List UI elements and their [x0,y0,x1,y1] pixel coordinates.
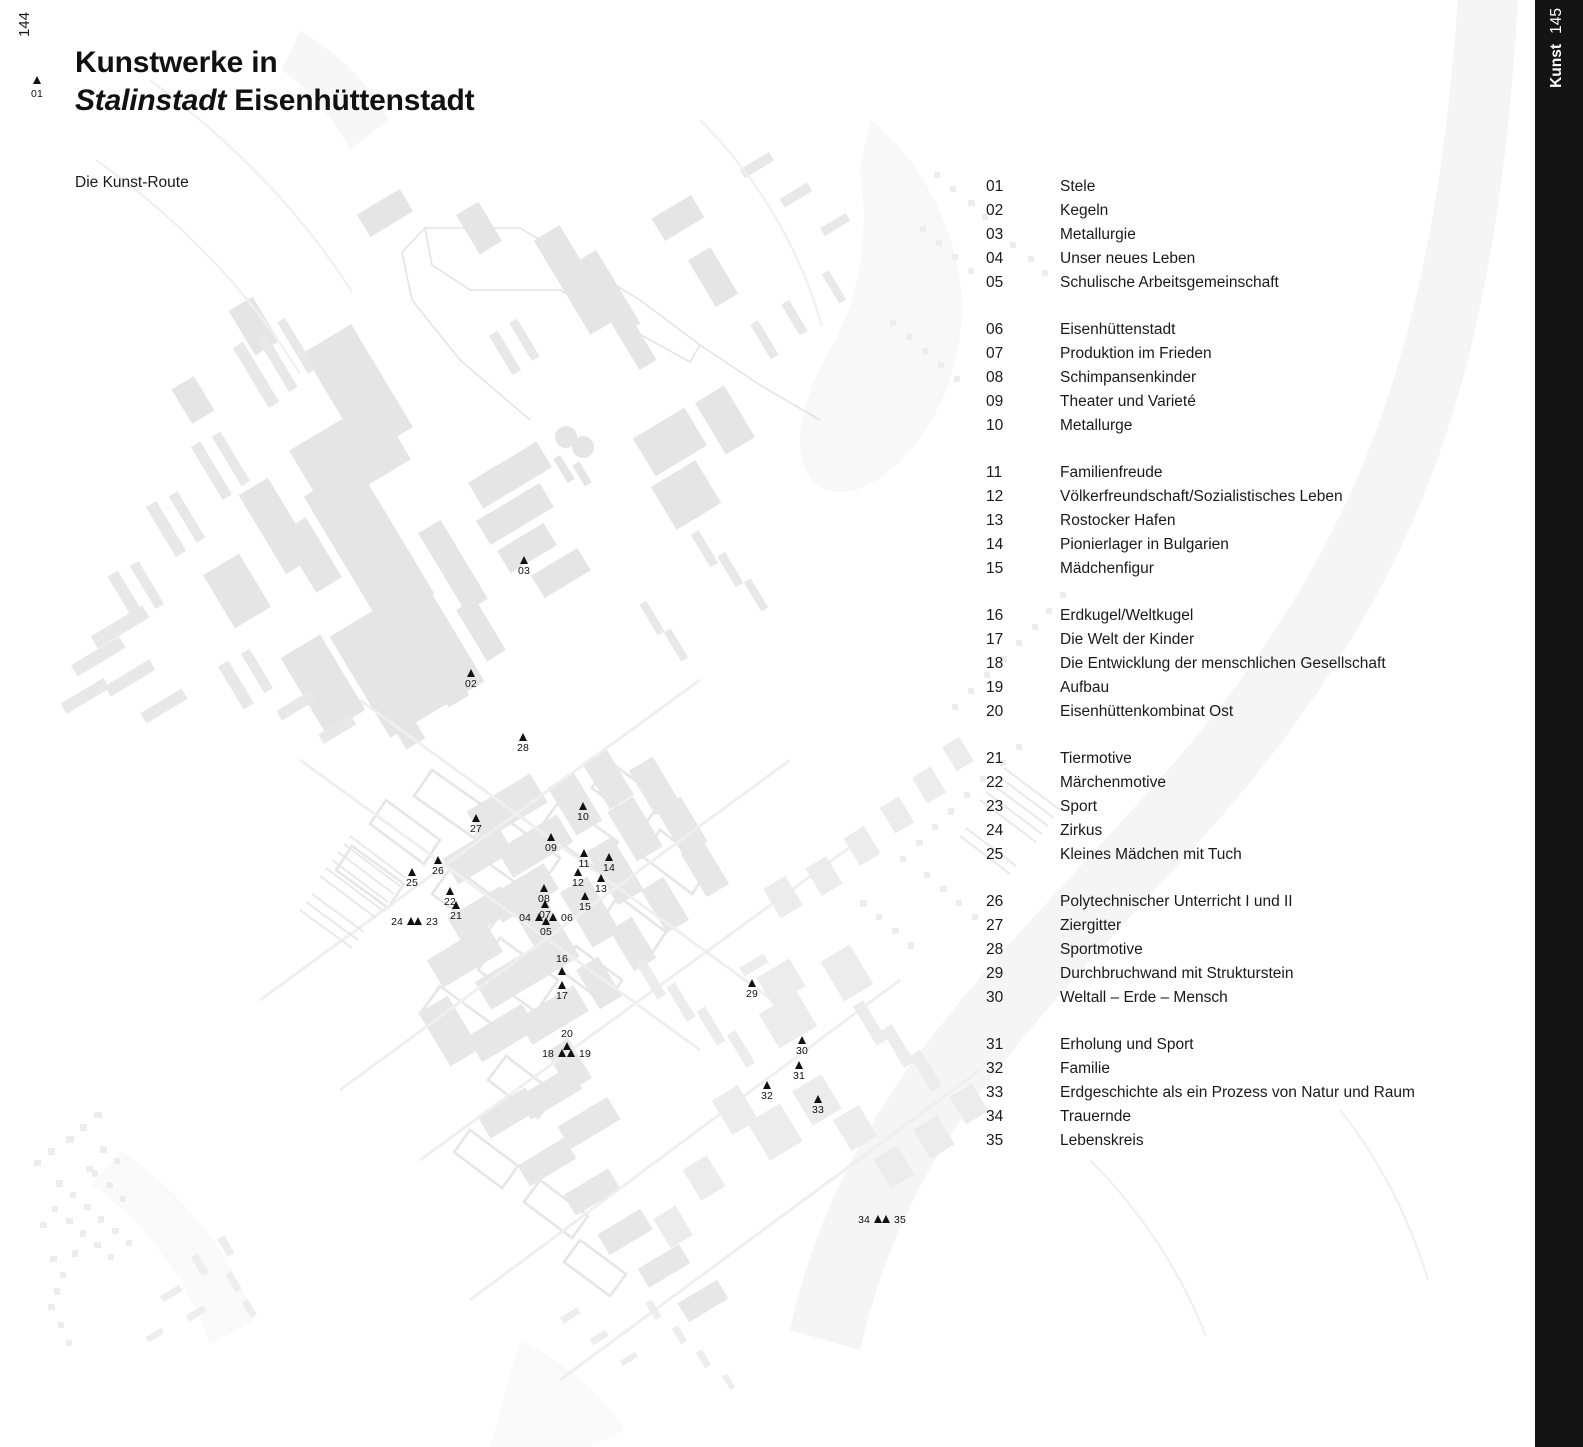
folio-page-number-left: 144 [16,12,33,38]
legend-item-13[interactable] [986,509,1415,533]
map-marker-label: 33 [812,1104,824,1116]
triangle-marker-icon [874,1215,882,1223]
legend-item-05[interactable] [986,271,1415,295]
map-marker-label: 24 [391,916,403,928]
map-marker-label: 08 [538,893,550,905]
map-marker-label: 15 [579,901,591,913]
artwork-legend-list [986,175,1415,1176]
legend-item-label: Sportmotive [1060,941,1143,958]
title-marker-label: 01 [31,88,43,100]
page-title [75,44,474,121]
title-marker-01 [24,76,50,100]
legend-item-label: Die Welt der Kinder [1060,631,1195,648]
map-marker-label: 10 [577,811,589,823]
map-marker-label: 02 [465,678,477,690]
legend-item-label: Durchbruchwand mit Strukturstein [1060,965,1294,982]
legend-item-number: 12 [986,488,1004,505]
triangle-marker-icon [467,669,475,677]
title-line-1: Kunstwerke in [75,46,278,79]
legend-item-label: Kleines Mädchen mit Tuch [1060,846,1242,863]
legend-item-label: Theater und Varieté [1060,393,1196,410]
page-subtitle: Die Kunst-Route [75,174,189,191]
triangle-marker-icon [558,1049,566,1057]
legend-item-label: Ziergitter [1060,917,1122,934]
legend-group [986,1033,1415,1153]
legend-item-30[interactable] [986,986,1415,1010]
legend-item-number: 20 [986,703,1004,720]
triangle-marker-icon [795,1061,803,1069]
legend-item-label: Rostocker Hafen [1060,512,1176,529]
legend-item-number: 19 [986,679,1004,696]
map-marker-label: 31 [793,1070,805,1082]
legend-item-label: Mädchenfigur [1060,560,1154,577]
legend-item-28[interactable] [986,938,1415,962]
legend-item-number: 26 [986,893,1004,910]
legend-item-label: Schimpansenkinder [1060,369,1197,386]
legend-item-label: Stele [1060,178,1096,195]
legend-item-label: Schulische Arbeitsgemeinschaft [1060,274,1279,291]
legend-group [986,604,1415,724]
triangle-marker-icon [605,853,613,861]
legend-item-label: Familie [1060,1060,1110,1077]
map-marker-label: 28 [517,742,529,754]
map-marker-label: 20 [561,1028,573,1040]
legend-item-label: Eisenhüttenstadt [1060,321,1176,338]
legend-item-11[interactable] [986,461,1415,485]
legend-item-number: 16 [986,607,1004,624]
legend-item-number: 11 [986,464,1003,481]
legend-item-label: Eisenhüttenkombinat Ost [1060,703,1234,720]
legend-item-number: 32 [986,1060,1004,1077]
triangle-marker-icon [574,868,582,876]
legend-item-number: 30 [986,989,1004,1006]
title-italic-word: Stalinstadt [75,84,227,118]
legend-item-number: 10 [986,417,1004,434]
triangle-marker-icon [558,967,566,975]
legend-item-number: 09 [986,393,1004,410]
legend-item-number: 23 [986,798,1004,815]
legend-item-number: 22 [986,774,1004,791]
map-marker-label: 03 [518,565,530,577]
legend-item-03[interactable] [986,223,1415,247]
legend-item-19[interactable] [986,676,1415,700]
legend-item-34[interactable] [986,1105,1415,1129]
triangle-marker-icon [814,1095,822,1103]
legend-item-label: Polytechnischer Unterricht I und II [1060,893,1293,910]
page-edge-bar [1535,0,1583,1447]
legend-item-12[interactable] [986,485,1415,509]
legend-item-24[interactable] [986,819,1415,843]
edge-bar-label-group [1548,8,1566,168]
map-marker-label: 06 [561,912,573,924]
section-label: Kunst [1548,43,1565,88]
legend-group [986,461,1415,581]
legend-item-number: 14 [986,536,1004,553]
legend-item-number: 35 [986,1132,1004,1149]
legend-item-31[interactable] [986,1033,1415,1057]
legend-item-number: 28 [986,941,1004,958]
triangle-marker-icon [580,849,588,857]
legend-item-label: Pionierlager in Bulgarien [1060,536,1229,553]
legend-item-number: 15 [986,560,1004,577]
legend-group [986,890,1415,1010]
legend-item-label: Metallurge [1060,417,1133,434]
triangle-marker-icon [567,1049,575,1057]
title-rest: Eisenhüttenstadt [226,84,475,118]
legend-item-number: 18 [986,655,1004,672]
map-marker-label: 07 [539,909,551,921]
legend-item-06[interactable] [986,318,1415,342]
legend-item-number: 06 [986,321,1004,338]
legend-item-01[interactable] [986,175,1415,199]
legend-item-number: 25 [986,846,1004,863]
triangle-marker-icon [446,887,454,895]
triangle-marker-icon [579,802,587,810]
legend-item-label: Weltall – Erde – Mensch [1060,989,1228,1006]
legend-item-16[interactable] [986,604,1415,628]
map-marker-label: 04 [519,912,531,924]
legend-item-07[interactable] [986,342,1415,366]
legend-item-33[interactable] [986,1081,1415,1105]
legend-item-25[interactable] [986,843,1415,867]
map-marker-label: 30 [796,1045,808,1057]
legend-item-04[interactable] [986,247,1415,271]
legend-item-label: Zirkus [1060,822,1103,839]
legend-item-label: Unser neues Leben [1060,250,1196,267]
map-marker-label: 12 [572,877,584,889]
map-marker-label: 17 [556,990,568,1002]
legend-item-label: Familienfreude [1060,464,1163,481]
map-marker-label: 35 [894,1214,906,1226]
triangle-marker-icon [408,868,416,876]
map-marker-label: 22 [444,896,456,908]
legend-item-label: Lebenskreis [1060,1132,1144,1149]
map-marker-label: 14 [603,862,615,874]
legend-item-number: 08 [986,369,1004,386]
legend-item-20[interactable] [986,700,1415,724]
map-marker-label: 26 [432,865,444,877]
map-marker-label: 34 [858,1214,870,1226]
map-marker-label: 16 [556,953,568,965]
triangle-marker-icon [581,892,589,900]
legend-group [986,175,1415,295]
legend-item-number: 04 [986,250,1004,267]
legend-item-label: Aufbau [1060,679,1110,696]
legend-item-17[interactable] [986,628,1415,652]
map-marker-label: 21 [450,910,462,922]
legend-item-number: 27 [986,917,1004,934]
legend-item-08[interactable] [986,366,1415,390]
triangle-marker-icon [472,814,480,822]
legend-item-label: Erdkugel/Weltkugel [1060,607,1194,624]
legend-item-09[interactable] [986,390,1415,414]
legend-item-label: Trauernde [1060,1108,1131,1125]
map-marker-label: 18 [542,1048,554,1060]
folio-page-number-right: 145 [1548,8,1565,34]
legend-item-23[interactable] [986,795,1415,819]
map-marker-label: 23 [426,916,438,928]
legend-item-29[interactable] [986,962,1415,986]
legend-item-number: 05 [986,274,1004,291]
triangle-marker-icon [597,874,605,882]
triangle-marker-icon [882,1215,890,1223]
triangle-marker-icon [541,900,549,908]
legend-item-32[interactable] [986,1057,1415,1081]
legend-item-number: 24 [986,822,1004,839]
triangle-marker-icon [452,901,460,909]
map-marker-label: 25 [406,877,418,889]
legend-item-number: 33 [986,1084,1004,1101]
legend-item-number: 01 [986,178,1004,195]
triangle-marker-icon [549,913,557,921]
triangle-marker-icon [414,917,422,925]
triangle-marker-icon [558,981,566,989]
triangle-marker-icon [520,556,528,564]
map-marker-label: 32 [761,1090,773,1102]
legend-item-label: Tiermotive [1060,750,1132,767]
legend-item-22[interactable] [986,771,1415,795]
legend-item-number: 02 [986,202,1004,219]
legend-item-02[interactable] [986,199,1415,223]
map-marker-label: 29 [746,988,758,1000]
legend-item-number: 03 [986,226,1004,243]
legend-item-number: 21 [986,750,1004,767]
legend-item-18[interactable] [986,652,1415,676]
legend-item-label: Metallurgie [1060,226,1136,243]
legend-item-15[interactable] [986,557,1415,581]
legend-item-number: 07 [986,345,1004,362]
legend-item-number: 17 [986,631,1004,648]
map-marker-label: 11 [578,858,590,870]
legend-item-label: Märchenmotive [1060,774,1166,791]
legend-item-10[interactable] [986,414,1415,438]
title-line-2 [75,82,474,120]
legend-item-label: Produktion im Frieden [1060,345,1212,362]
triangle-marker-icon [763,1081,771,1089]
legend-item-number: 29 [986,965,1004,982]
triangle-marker-icon [33,76,41,84]
triangle-marker-icon [748,979,756,987]
legend-item-21[interactable] [986,747,1415,771]
map-marker-label: 27 [470,823,482,835]
legend-item-number: 31 [986,1036,1004,1053]
legend-item-label: Erholung und Sport [1060,1036,1194,1053]
map-marker-label: 19 [579,1048,591,1060]
triangle-marker-icon [798,1036,806,1044]
legend-item-number: 13 [986,512,1004,529]
map-marker-label: 05 [540,926,552,938]
triangle-marker-icon [519,733,527,741]
map-marker-label: 13 [595,883,607,895]
legend-group [986,318,1415,438]
legend-item-label: Völkerfreundschaft/Sozialistisches Leben [1060,488,1343,505]
map-marker-label: 09 [545,842,557,854]
legend-item-35[interactable] [986,1129,1415,1153]
triangle-marker-icon [540,884,548,892]
legend-item-label: Sport [1060,798,1098,815]
legend-item-number: 34 [986,1108,1004,1125]
legend-item-label: Erdgeschichte als ein Prozess von Natur und Raum [1060,1084,1415,1101]
triangle-marker-icon [547,833,555,841]
legend-group [986,747,1415,867]
triangle-marker-icon [434,856,442,864]
legend-item-14[interactable] [986,533,1415,557]
legend-item-26[interactable] [986,890,1415,914]
legend-item-label: Die Entwicklung der menschlichen Gesellschaft [1060,655,1386,672]
legend-item-27[interactable] [986,914,1415,938]
legend-item-label: Kegeln [1060,202,1109,219]
triangle-marker-icon [542,917,550,925]
